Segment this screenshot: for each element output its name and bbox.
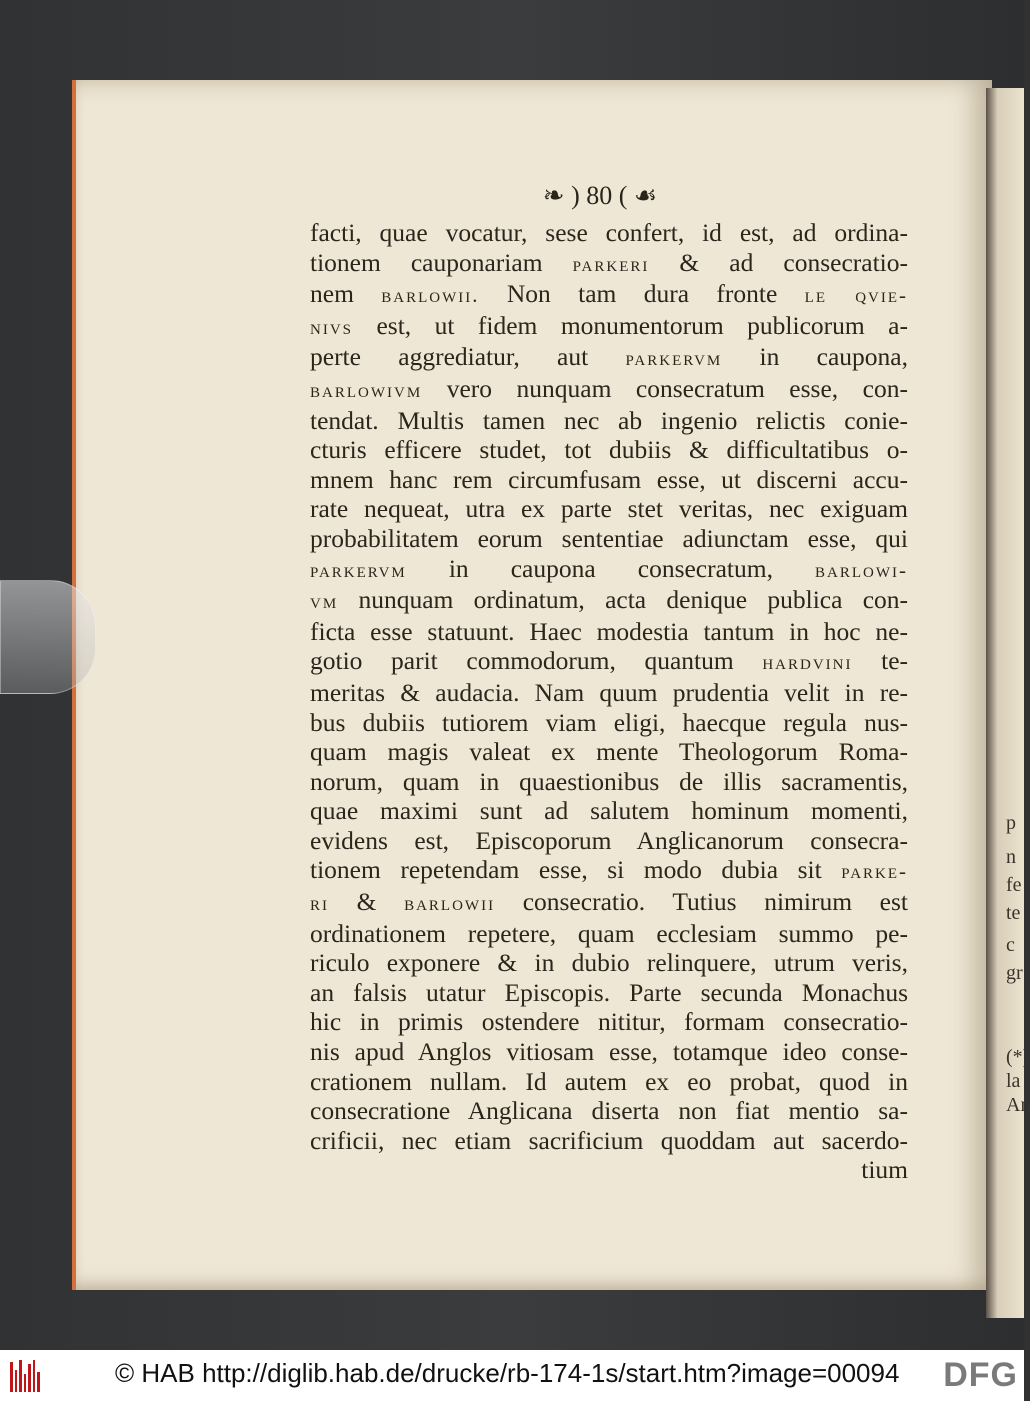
text-line [310, 796, 908, 826]
text-line [310, 708, 908, 738]
text-line [310, 646, 908, 678]
text-run: quam magis valeat ex mente Theologorum Roma- [310, 737, 908, 767]
small-caps-name: barlowii [404, 891, 496, 916]
text-line [310, 585, 908, 617]
text-line [310, 855, 908, 887]
small-caps-name: parkeri [572, 251, 650, 276]
text-line [310, 948, 908, 978]
next-page-edge [986, 88, 1024, 1318]
text-line [310, 248, 908, 280]
text-line [310, 374, 908, 406]
text-run: consecratio. Tutius nimirum est [495, 887, 908, 917]
text-line [310, 494, 908, 524]
text-line [310, 311, 908, 343]
text-line [310, 887, 908, 919]
edge-glyph: (*) [1006, 1046, 1030, 1068]
text-line [310, 1126, 908, 1156]
small-caps-name: barlowii. [381, 283, 480, 308]
text-run: te- [852, 646, 908, 676]
text-line [310, 1155, 908, 1185]
text-run: tionem cauponariam [310, 247, 573, 277]
text-run: meritas & audacia. Nam quum prudentia velit in re- [310, 677, 908, 707]
small-caps-name: hardvini [762, 650, 853, 675]
text-run: in caupona, [722, 342, 909, 372]
text-run: consecratione Anglicana diserta non fiat mentio sa- [310, 1096, 908, 1126]
text-run: est, ut fidem monumentorum publicorum a- [353, 310, 908, 340]
text-run: probabilitatem eorum sententiae adiunctam esse, qui [310, 523, 908, 553]
body-text [310, 218, 908, 1185]
text-run: gotio parit commodorum, quantum [310, 646, 763, 676]
text-run: rate nequeat, utra ex parte stet veritas, nec exiguam [310, 494, 908, 524]
copyright-link[interactable]: © HAB http://diglib.hab.de/drucke/rb-174-1s/start.htm?image=00094 [115, 1358, 900, 1388]
text-run: nis apud Anglos vitiosam esse, totamque ideo conse- [310, 1037, 908, 1067]
text-run: cturis efficere studet, tot dubiis & difficultatibus o- [310, 435, 908, 465]
text-run: riculo exponere & in dubio relinquere, utrum veris, [310, 948, 908, 978]
small-caps-name: parkervm [310, 557, 407, 582]
edge-glyph: An [1006, 1094, 1030, 1116]
text-run: crificii, nec etiam sacrificium quoddam aut sacerdo- [310, 1125, 908, 1155]
text-line [310, 554, 908, 586]
text-line [310, 826, 908, 856]
text-run: facti, quae vocatur, sese confert, id est, ad ordina- [310, 218, 908, 247]
hab-logo-icon [10, 1360, 40, 1392]
text-run: perte aggrediatur, aut [310, 342, 626, 372]
text-run: tium [861, 1155, 908, 1185]
text-run: vero nunquam consecratum esse, con- [422, 373, 908, 403]
text-line [310, 678, 908, 708]
small-caps-name: barlowi- [815, 557, 908, 582]
text-line [310, 978, 908, 1008]
text-line [310, 767, 908, 797]
text-line [310, 1037, 908, 1067]
text-run: norum, quam in quaestionibus de illis sacramentis, [310, 766, 908, 796]
text-run: tendat. Multis tamen nec ab ingenio relictis conie- [310, 405, 908, 435]
small-caps-name: parkervm [625, 346, 723, 371]
text-run: mnem hanc rem circumfusam esse, ut discerni accu- [310, 464, 908, 494]
text-line [310, 1007, 908, 1037]
text-line [310, 406, 908, 436]
edge-glyph: gr [1006, 962, 1023, 984]
text-run: nem [310, 279, 382, 309]
text-line [310, 524, 908, 554]
text-line [310, 218, 908, 248]
text-run: quae maximi sunt ad salutem hominum momenti, [310, 796, 908, 826]
text-run: & ad consecratio- [649, 247, 908, 277]
dfg-logo: DFG [943, 1356, 1018, 1394]
small-caps-name: ri [310, 891, 329, 916]
text-run: an falsis utatur Episcopis. Parte secunda Monachus [310, 977, 908, 1007]
text-run: tionem repetendam esse, si modo dubia sit [310, 855, 842, 885]
text-run: hic in primis ostendere nititur, formam consecratio- [310, 1007, 908, 1037]
edge-glyph: fe [1006, 874, 1022, 896]
page-number-header: ❧ ) 80 ( ☙ [542, 181, 658, 210]
text-run: crationem nullam. Id autem ex eo probat, quod in [310, 1066, 908, 1096]
text-line [310, 465, 908, 495]
text-run: ficta esse statuunt. Haec modestia tantum in hoc ne- [310, 616, 908, 646]
small-caps-name: le qvie- [804, 283, 908, 308]
edge-glyph: la [1006, 1070, 1021, 1092]
small-caps-name: vm [310, 589, 339, 614]
text-line [310, 919, 908, 949]
edge-glyph: p [1006, 812, 1016, 834]
text-line [310, 1067, 908, 1097]
text-run: bus dubiis tutiorem viam eligi, haecque regula nus- [310, 707, 908, 737]
text-run: Non tam dura fronte [479, 279, 805, 309]
text-run: evidens est, Episcoporum Anglicanorum consecra- [310, 825, 908, 855]
text-run: & [329, 887, 405, 917]
edge-glyph: te [1006, 902, 1021, 924]
small-caps-name: nivs [310, 314, 354, 339]
text-line [310, 342, 908, 374]
page-clip [0, 580, 96, 694]
small-caps-name: parke- [841, 859, 908, 884]
footer-bar [0, 1350, 1024, 1401]
text-run: nunquam ordinatum, acta denique publica con- [338, 585, 908, 615]
text-line [310, 279, 908, 311]
text-line [310, 617, 908, 647]
text-run: ordinationem repetere, quam ecclesiam summo pe- [310, 918, 908, 948]
small-caps-name: barlowivm [310, 377, 423, 402]
edge-glyph: n [1006, 846, 1016, 868]
text-run: in caupona consecratum, [406, 553, 816, 583]
edge-glyph: c [1006, 934, 1015, 956]
text-line [310, 737, 908, 767]
text-line [310, 435, 908, 465]
text-line [310, 1096, 908, 1126]
